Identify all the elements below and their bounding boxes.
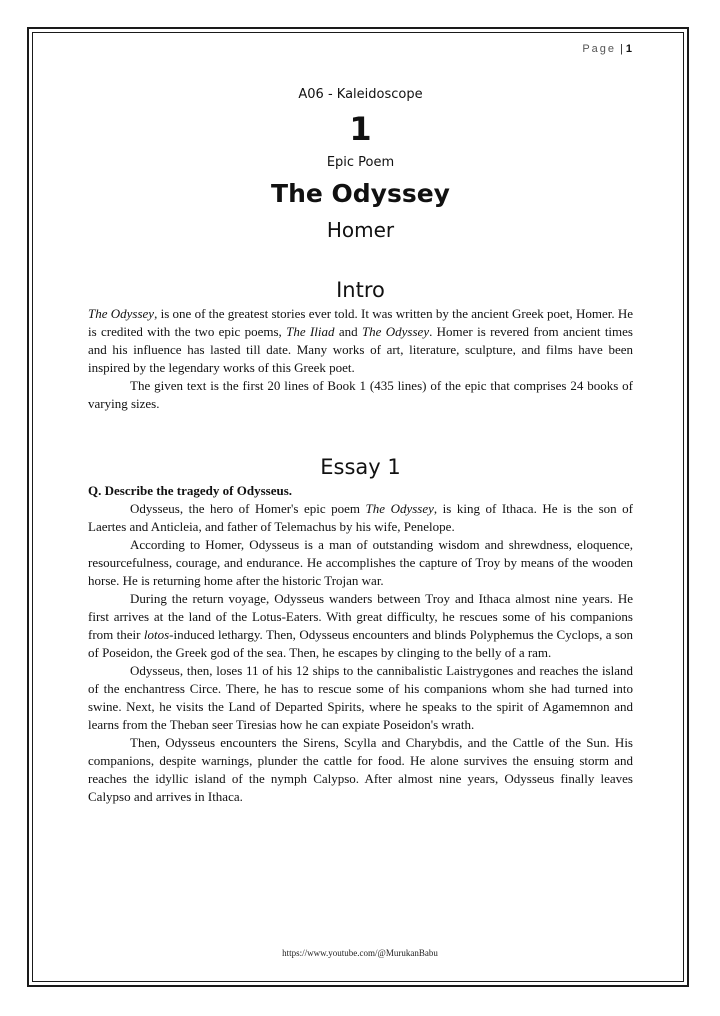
essay-paragraph-5: Then, Odysseus encounters the Sirens, Scylla and Charybdis, and the Cattle of the Sun. His companions, despite warnings, plunder the cattle for food. He alone survives the ensuing storm and reaches the idyllic island of the nymph Calypso. After almost nine years, Odysseus finally leaves Calypso and arrives in Ithaca. <box>88 735 633 804</box>
essay-paragraph-3: During the return voyage, Odysseus wanders between Troy and Ithaca almost nine years. He first arrives at the land of the Lotus-Eaters. With great difficulty, he rescues some of his companions from their lotos-induced lethargy. Then, Odysseus encounters and blinds Polyphemus the Cyclops, a son of Poseidon, the Greek god of the sea. Then, he escapes by clinging to the belly of a ram. <box>88 591 633 660</box>
page-separator: | <box>620 43 623 55</box>
document-title: The Odyssey <box>271 179 450 208</box>
italic-title: The Odyssey <box>361 324 430 339</box>
document-body <box>88 84 633 806</box>
essay-paragraph-2: According to Homer, Odysseus is a man of outstanding wisdom and shrewdness, eloquence, resourcefulness, courage, and endurance. He accomplishes the capture of Troy by means of the wooden horse. He is returning home after the historic Trojan war. <box>88 537 633 588</box>
intro-paragraph-2: The given text is the first 20 lines of Book 1 (435 lines) of the epic that comprises 24 books of varying sizes. <box>88 378 633 411</box>
italic-title: The Odyssey <box>88 306 155 321</box>
lesson-code: A06 - Kaleidoscope <box>298 87 423 102</box>
italic-title: The Iliad <box>286 324 335 339</box>
page-number: 1 <box>625 43 632 55</box>
page-number-header <box>582 43 632 55</box>
essay-question: Q. Describe the tragedy of Odysseus. <box>88 483 293 498</box>
essay-paragraph-4: Odysseus, then, loses 11 of his 12 ships to the cannibalistic Laistrygones and reaches the island of the enchantress Circe. There, he has to rescue some of his companions whom she had turned into swine. Next, he visits the Land of Departed Spirits, where he speaks to the spirit of Agamemnon and learns from the Theban seer Tiresias how he can expiate Poseidon's wrath. <box>88 663 633 732</box>
footer-url: https://www.youtube.com/@MurukanBabu <box>282 948 438 958</box>
page-label: Page <box>582 43 617 55</box>
essay-paragraph-1: Odysseus, the hero of Homer's epic poem The Odyssey, is king of Ithaca. He is the son of Laertes and Anticleia, and father of Telemachus by his wife, Penelope. <box>88 501 633 534</box>
genre-label: Epic Poem <box>326 155 395 170</box>
author-name: Homer <box>326 218 395 242</box>
intro-paragraph-1: The Odyssey, is one of the greatest stories ever told. It was written by the ancient Greek poet, Homer. He is credited with the two epic poems, The Iliad and The Odyssey. Homer is revered from ancient times and his influence has lasted till date. Many works of art, literature, sculpture, and films have been inspired by the legendary works of this Greek poet. <box>88 306 633 375</box>
intro-heading: Intro <box>336 278 385 302</box>
essay-heading: Essay 1 <box>320 455 401 479</box>
italic-title: The Odyssey <box>365 501 434 516</box>
italic-title: lotos <box>143 627 170 642</box>
chapter-number: 1 <box>349 110 372 148</box>
